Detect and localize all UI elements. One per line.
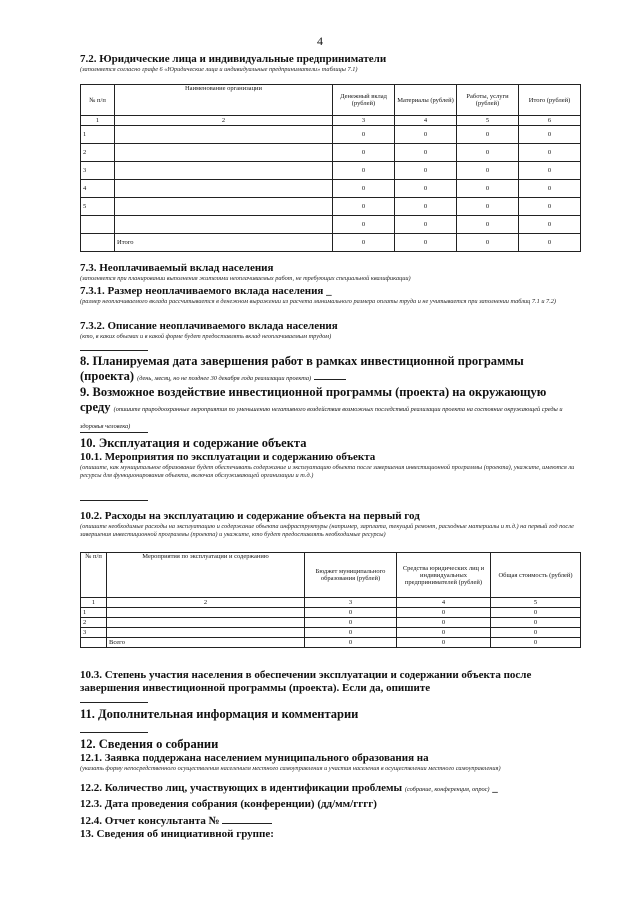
value-cell: 0 xyxy=(457,126,519,144)
value-cell: 0 xyxy=(457,216,519,234)
header-cell: Мероприятия по эксплуатации и содержанию xyxy=(107,553,305,598)
column-number: 4 xyxy=(395,116,457,126)
section-7-3-1 xyxy=(80,285,580,306)
row-number: 3 xyxy=(81,162,115,180)
table-row xyxy=(81,608,581,618)
column-number: 1 xyxy=(81,598,107,608)
row-number: 1 xyxy=(81,608,107,618)
consultant-report-number-field[interactable] xyxy=(222,813,272,824)
value-cell: 0 xyxy=(333,234,395,252)
header-cell: Денежный вклад (рублей) xyxy=(333,85,395,116)
section-10-2-title: 10.2. Расходы на эксплуатацию и содержание объекта на первый год xyxy=(80,510,420,522)
value-cell: 0 xyxy=(491,618,581,628)
section-10-2 xyxy=(80,510,580,539)
section-7-3-title: 7.3. Неоплачиваемый вклад населения xyxy=(80,262,274,274)
section-8-cont: (проекта) xyxy=(80,369,135,383)
row-number: 3 xyxy=(81,628,107,638)
value-cell: 0 xyxy=(519,198,581,216)
activity-cell[interactable] xyxy=(107,628,305,638)
value-cell: 0 xyxy=(519,162,581,180)
section-12-2 xyxy=(80,782,580,796)
maintenance-costs-table xyxy=(80,552,581,648)
section-12-title: 12. Сведения о собрании xyxy=(80,737,219,751)
value-cell: 0 xyxy=(333,144,395,162)
value-cell: 0 xyxy=(491,608,581,618)
value-cell: 0 xyxy=(491,638,581,648)
header-cell: Наименование организации xyxy=(115,85,333,116)
section-7-3-1-note: (размер неоплачиваемого вклада рассчитывается в денежном выражении из расчета минимального размера оплаты труда и не учитывается при заполнении таблиц 7.1 и 7.2) xyxy=(80,298,557,305)
organization-name-cell[interactable] xyxy=(115,126,333,144)
column-number-row xyxy=(81,598,581,608)
column-number: 1 xyxy=(81,116,115,126)
table-row xyxy=(81,180,581,198)
section-7-2 xyxy=(80,53,580,74)
table-row xyxy=(81,216,581,234)
section-12-4 xyxy=(80,813,580,828)
divider xyxy=(80,732,148,733)
organization-name-cell[interactable] xyxy=(115,144,333,162)
value-cell: 0 xyxy=(395,126,457,144)
section-10-2-note: (опишите необходимые расходы на эксплуатацию и содержание объекта инфраструктуры (например, зарплата, текущий ремонт, расходные материалы и т.д.) на первый год после завершения инвестиционной программы (проекта) и укажите, кто будет предоставлять необходимые ресурсы) xyxy=(80,523,574,538)
completion-date-field[interactable] xyxy=(314,369,346,380)
row-number: 5 xyxy=(81,198,115,216)
divider xyxy=(80,350,148,351)
section-12-1-title: 12.1. Заявка поддержана населением муниципального образования на xyxy=(80,752,429,764)
value-cell: 0 xyxy=(305,618,397,628)
organization-name-cell[interactable] xyxy=(115,198,333,216)
total-label: Итого xyxy=(115,234,333,252)
activity-cell[interactable] xyxy=(107,608,305,618)
row-number: 4 xyxy=(81,180,115,198)
value-cell: 0 xyxy=(395,144,457,162)
table-total-row xyxy=(81,234,581,252)
section-9-title: 9. Возможное воздействие инвестиционной программы (проекта) на окружающую xyxy=(80,385,547,399)
column-number: 2 xyxy=(115,116,333,126)
section-7-2-title: 7.2. Юридические лица и индивидуальные предприниматели xyxy=(80,53,387,65)
page-number: 4 xyxy=(317,34,323,48)
divider xyxy=(80,500,148,501)
total-label: Всего xyxy=(107,638,305,648)
value-cell: 0 xyxy=(519,144,581,162)
section-11 xyxy=(80,707,580,722)
section-10-1 xyxy=(80,451,580,480)
header-cell: Итого (рублей) xyxy=(519,85,581,116)
table-row xyxy=(81,162,581,180)
column-number: 6 xyxy=(519,116,581,126)
section-13 xyxy=(80,828,580,841)
row-number: 2 xyxy=(81,618,107,628)
table-row xyxy=(81,144,581,162)
section-8-note: (день, месяц, но не позднее 30 декабря года реализации проекта) xyxy=(137,375,312,382)
value-cell: 0 xyxy=(333,126,395,144)
row-number xyxy=(81,234,115,252)
value-cell: 0 xyxy=(457,180,519,198)
row-number: 1 xyxy=(81,126,115,144)
value-cell: 0 xyxy=(457,234,519,252)
section-10-1-note: (опишите, как муниципальное образование будет обеспечивать содержание и эксплуатацию объекта после завершения инвестиционной программы (проекта), укажите, имеются ли ресурсы для функционирования объекта, включая обслуживающей организации и т.д.) xyxy=(80,464,575,479)
section-9 xyxy=(80,385,580,434)
section-10-1-title: 10.1. Мероприятия по эксплуатации и содержанию объекта xyxy=(80,451,376,463)
value-cell: 0 xyxy=(457,198,519,216)
value-cell: 0 xyxy=(519,234,581,252)
header-cell: Бюджет муниципального образования (рублей) xyxy=(305,553,397,598)
column-number: 3 xyxy=(333,116,395,126)
header-cell: Работы, услуги (рублей) xyxy=(457,85,519,116)
table-row xyxy=(81,628,581,638)
section-13-title: 13. Сведения об инициативной группе: xyxy=(80,828,274,840)
value-cell: 0 xyxy=(519,216,581,234)
section-10-title: 10. Эксплуатация и содержание объекта xyxy=(80,436,307,450)
activity-cell[interactable] xyxy=(107,618,305,628)
section-7-3-note: (заполняется при планировании выполнения жителями неоплачиваемых работ, не требующих специальной квалификации) xyxy=(80,275,411,282)
section-7-3 xyxy=(80,262,580,283)
section-12-2-note: (собрание, конференция, опрос) xyxy=(404,786,490,793)
section-12-4-title: 12.4. Отчет консультанта № xyxy=(80,815,220,827)
value-cell: 0 xyxy=(457,162,519,180)
section-10-3-line1: 10.3. Степень участия населения в обеспечении эксплуатации и содержании объекта после xyxy=(80,669,532,681)
value-cell: 0 xyxy=(333,216,395,234)
table-header-row xyxy=(81,553,581,598)
header-cell: Общая стоимость (рублей) xyxy=(491,553,581,598)
table-row xyxy=(81,198,581,216)
value-cell: 0 xyxy=(395,216,457,234)
value-cell: 0 xyxy=(305,628,397,638)
value-cell: 0 xyxy=(395,180,457,198)
section-12-1 xyxy=(80,752,580,773)
value-cell: 0 xyxy=(305,638,397,648)
value-cell: 0 xyxy=(397,608,491,618)
section-10-3 xyxy=(80,669,580,695)
section-9-cont: среду xyxy=(80,400,111,414)
section-7-3-2-title: 7.3.2. Описание неоплачиваемого вклада населения xyxy=(80,320,338,332)
value-cell: 0 xyxy=(397,638,491,648)
value-cell: 0 xyxy=(333,162,395,180)
table-row xyxy=(81,126,581,144)
section-12-2-title: 12.2. Количество лиц, участвующих в идентификации проблемы xyxy=(80,782,403,794)
organization-name-cell[interactable] xyxy=(115,216,333,234)
header-cell: № п/п xyxy=(81,553,107,598)
header-cell: № п/п xyxy=(81,85,115,116)
value-cell: 0 xyxy=(395,162,457,180)
contribution-size-field[interactable]: _ xyxy=(326,285,332,297)
value-cell: 0 xyxy=(491,628,581,638)
table-total-row xyxy=(81,638,581,648)
row-number xyxy=(81,216,115,234)
section-12-1-note: (указать форму непосредственного осуществления населением местного самоуправления и участия населения в осуществлении местного самоуправления) xyxy=(80,765,501,772)
value-cell: 0 xyxy=(519,180,581,198)
section-12-3-title: 12.3. Дата проведения собрания (конференции) (дд/мм/гггг) xyxy=(80,798,377,810)
section-7-3-2 xyxy=(80,320,580,341)
section-9-note: (опишите природоохранные мероприятия по уменьшению негативного воздействия возможных последствий реализации проекта на состояние окружающей среды и здоровья человека) xyxy=(80,406,563,430)
table-row xyxy=(81,618,581,628)
header-cell: Материалы (рублей) xyxy=(395,85,457,116)
row-number: 2 xyxy=(81,144,115,162)
legal-entities-table xyxy=(80,84,581,252)
column-number-row xyxy=(81,116,581,126)
value-cell: 0 xyxy=(333,180,395,198)
value-cell: 0 xyxy=(333,198,395,216)
value-cell: 0 xyxy=(395,234,457,252)
organization-name-cell[interactable] xyxy=(115,180,333,198)
section-10-3-line2: завершения инвестиционной программы (проекта). Если да, опишите xyxy=(80,682,431,694)
value-cell: 0 xyxy=(519,126,581,144)
column-number: 5 xyxy=(491,598,581,608)
value-cell: 0 xyxy=(457,144,519,162)
participants-count-field[interactable]: _ xyxy=(492,782,498,794)
column-number: 3 xyxy=(305,598,397,608)
section-8 xyxy=(80,354,580,386)
organization-name-cell[interactable] xyxy=(115,162,333,180)
divider xyxy=(80,432,148,433)
value-cell: 0 xyxy=(305,608,397,618)
divider xyxy=(80,702,148,703)
section-7-3-1-title: 7.3.1. Размер неоплачиваемого вклада населения xyxy=(80,285,324,297)
section-7-3-2-note: (кто, в каких объемах и в какой форме будет предоставлять вклад неоплачиваемым трудом) xyxy=(80,333,332,340)
column-number: 4 xyxy=(397,598,491,608)
table-header-row xyxy=(81,85,581,116)
header-cell: Средства юридических лиц и индивидуальных предпринимателей (рублей) xyxy=(397,553,491,598)
section-11-title: 11. Дополнительная информация и комментарии xyxy=(80,707,359,721)
column-number: 2 xyxy=(107,598,305,608)
section-10 xyxy=(80,436,580,451)
section-12-3 xyxy=(80,798,580,811)
row-number xyxy=(81,638,107,648)
section-8-title: 8. Планируемая дата завершения работ в рамках инвестиционной программы xyxy=(80,354,524,368)
value-cell: 0 xyxy=(397,628,491,638)
column-number: 5 xyxy=(457,116,519,126)
value-cell: 0 xyxy=(397,618,491,628)
section-12 xyxy=(80,737,580,752)
value-cell: 0 xyxy=(395,198,457,216)
section-7-2-note: (заполняется согласно графе 6 «Юридические лица и индивидуальные предприниматели» таблицы 7.1) xyxy=(80,66,358,73)
